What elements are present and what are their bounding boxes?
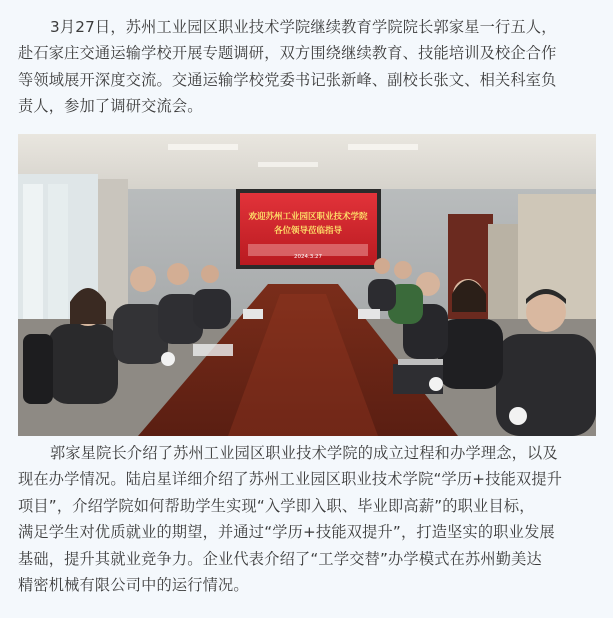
screen-line2: 各位领导莅临指导 — [273, 226, 343, 236]
paragraph-line: 责人，参加了调研交流会。 — [18, 97, 203, 116]
paragraph-line: 项目”，介绍学院如何帮助学生实现“入学即入职、毕业即高薪”的职业目标， — [18, 496, 535, 515]
paragraph-line: 基础，提升其就业竞争力。企业代表介绍了“工学交替”办学模式在苏州勤美达 — [18, 549, 542, 568]
paragraph-line: 精密机械有限公司中的运行情况。 — [18, 576, 249, 595]
paragraph-line: 现在办学情况。陆启星详细介绍了苏州工业园区职业技术学院“学历+技能双提升 — [18, 470, 563, 489]
screen-line1: 欢迎苏州工业园区职业技术学院 — [248, 212, 368, 222]
intro-paragraph — [18, 14, 596, 120]
paragraph-line: 3月27日，苏州工业园区职业技术学院继续教育学院院长郭家星一行五人， — [50, 18, 557, 36]
screen-date: 2024.3.27 — [294, 254, 322, 260]
paragraph-line: 等领域展开深度交流。交通运输学校党委书记张新峰、副校长张文、相关科室负 — [18, 70, 557, 89]
detail-paragraph — [18, 440, 596, 598]
paragraph-line: 郭家星院长介绍了苏州工业园区职业技术学院的成立过程和办学理念，以及 — [50, 444, 558, 462]
paragraph-line: 满足学生对优质就业的期望，并通过“学历+技能双提升”，打造坚实的职业发展 — [18, 523, 555, 542]
paragraph-line: 赴石家庄交通运输学校开展专题调研，双方围绕继续教育、技能培训及校企合作 — [18, 44, 557, 63]
meeting-photo — [18, 134, 596, 436]
